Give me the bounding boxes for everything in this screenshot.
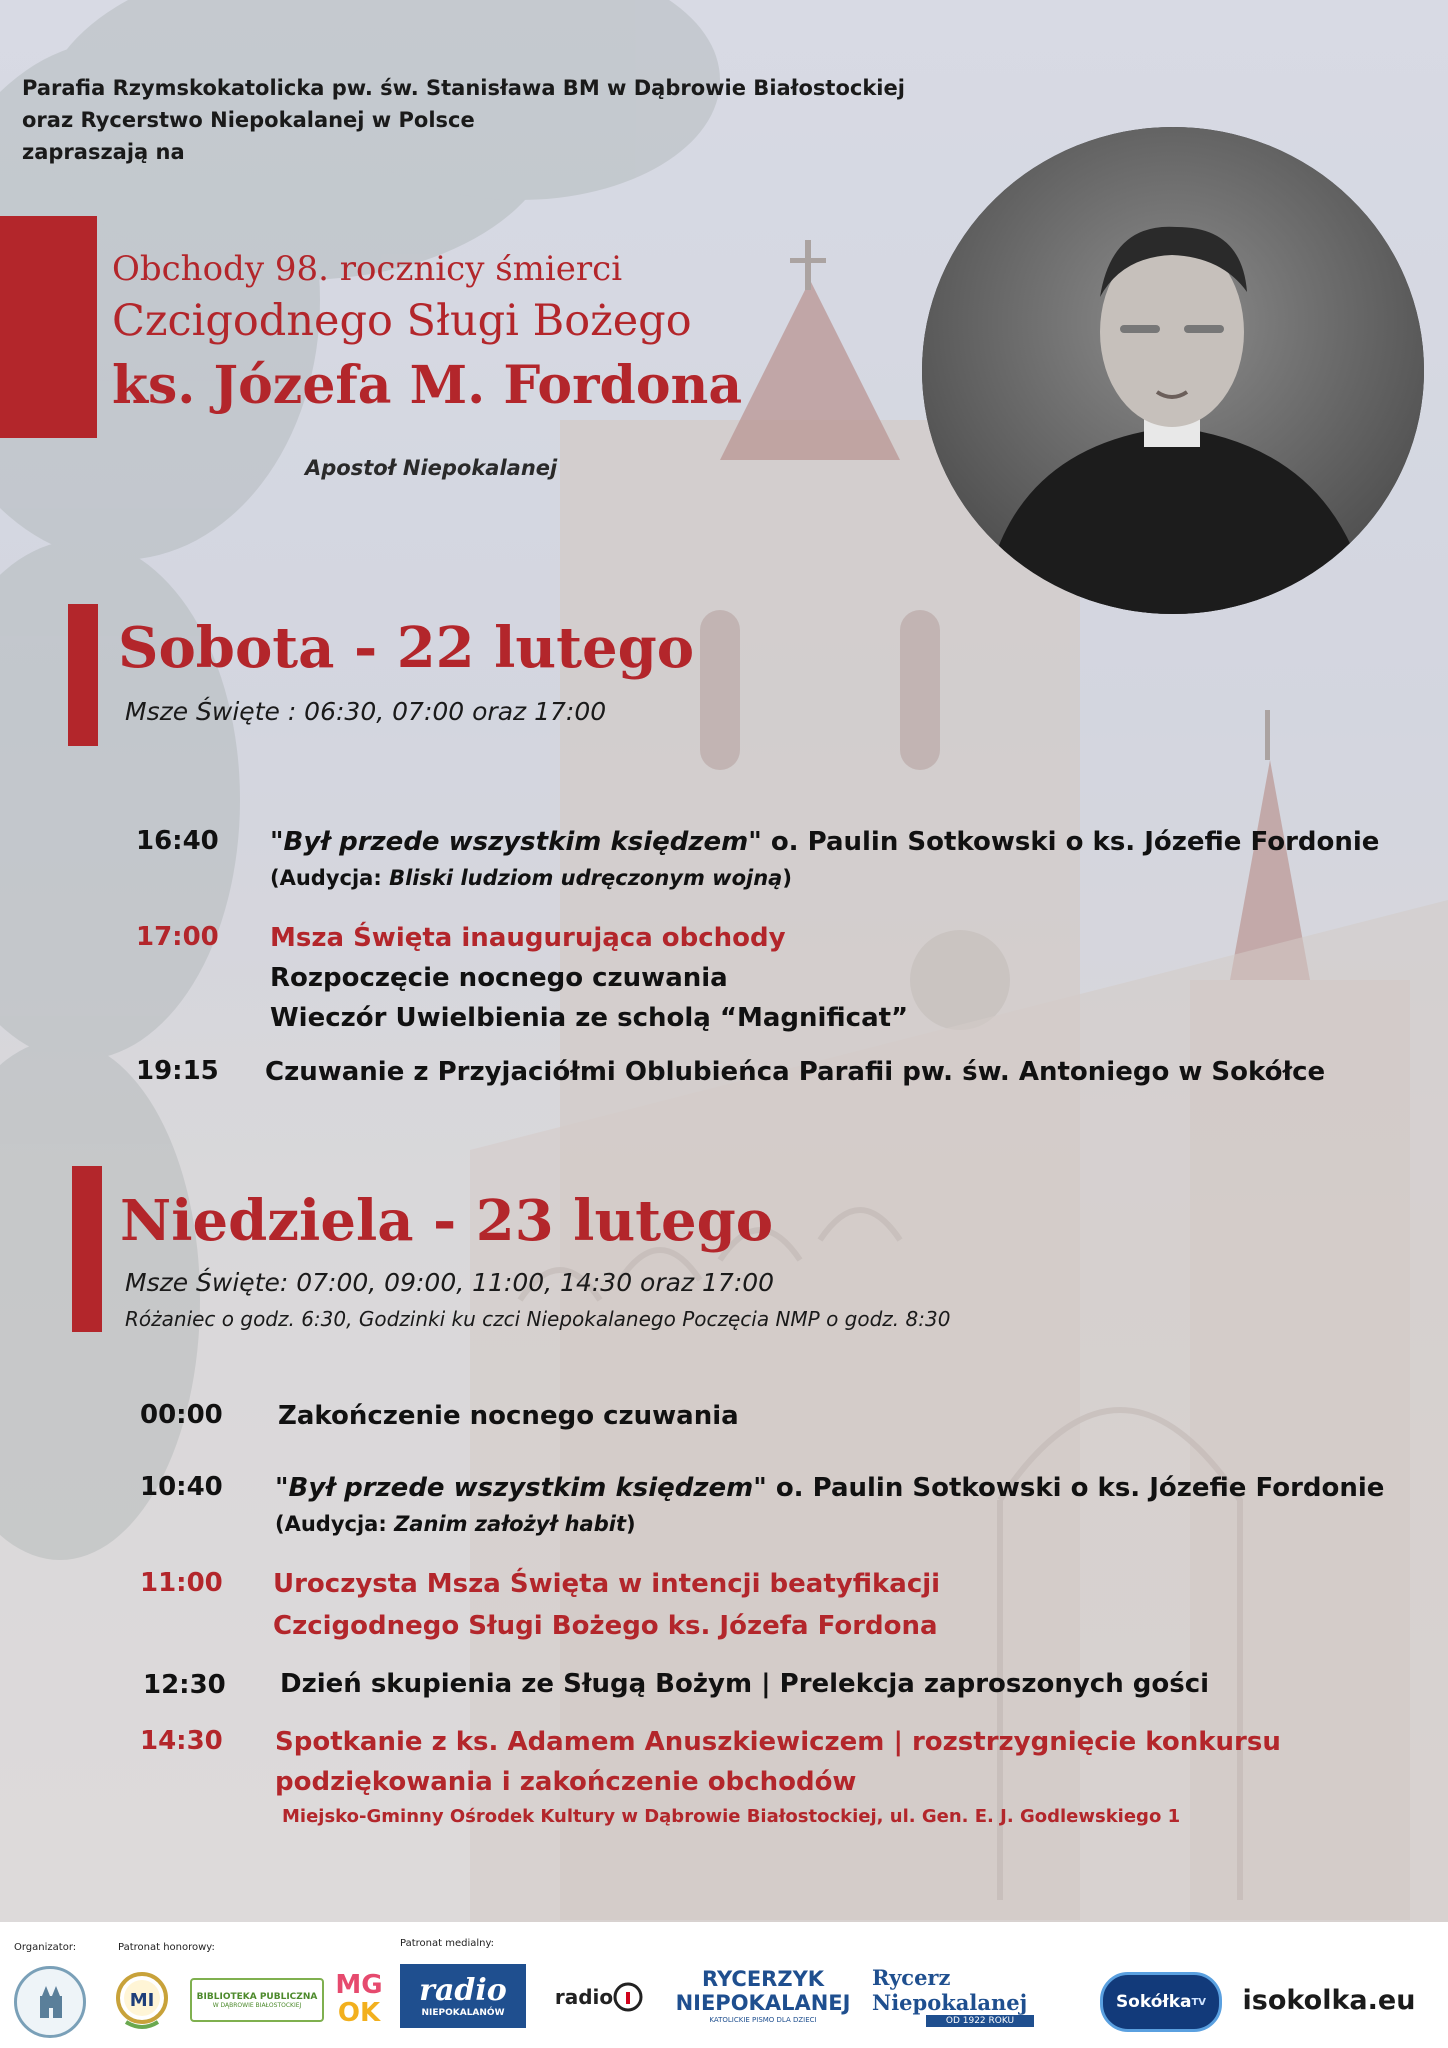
sunday-event-2-title	[275, 1468, 1384, 1508]
library-name: BIBLIOTEKA PUBLICZNA	[196, 1991, 318, 2002]
honorary-patronage-label: Patronat honorowy:	[118, 1942, 215, 1953]
sunday-event-3-line-1: Uroczysta Msza Święta w intencji beatyfikacji	[273, 1569, 941, 1599]
saturday-event-3-time: 19:15	[136, 1056, 219, 1086]
saturday-event-2-time: 17:00	[136, 922, 219, 952]
sunday-event-3-line-2: Czcigodnego Sługi Bożego ks. Józefa Fordona	[273, 1611, 938, 1641]
sunday-event-5-time: 14:30	[140, 1726, 223, 1756]
rycerz-niepokalanej-logo	[872, 1966, 1088, 2026]
mi-logo	[114, 1962, 170, 2032]
broadcast-suffix: )	[626, 1512, 636, 1536]
saturday-event-3-title: Czuwanie z Przyjaciółmi Oblubieńca Parafii pw. św. Antoniego w Sokółce	[265, 1057, 1326, 1087]
sunday-event-5-line-1: Spotkanie z ks. Adamem Anuszkiewiczem | rozstrzygnięcie konkursu	[275, 1727, 1281, 1757]
rycerzyk-logo	[668, 1962, 858, 2030]
broadcast-title: Bliski ludziom udręczonym wojną	[389, 866, 783, 890]
sunday-heading: Niedziela - 23 lutego	[120, 1188, 774, 1254]
portrait-photo	[922, 127, 1424, 614]
title-subtitle: Apostoł Niepokalanej	[305, 456, 558, 480]
saturday-event-1-rest: o. Paulin Sotkowski o ks. Józefie Fordonie	[761, 827, 1380, 857]
broadcast-title: Zanim założył habit	[394, 1512, 626, 1536]
radio-niepokalanow-title: radio	[419, 1973, 507, 2008]
sunday-event-5-line-2: podziękowania i zakończenie obchodów	[275, 1767, 857, 1797]
saturday-heading: Sobota - 22 lutego	[118, 615, 695, 681]
title-line-3: ks. Józefa M. Fordona	[112, 355, 743, 416]
isokolka-text: isokolka.eu	[1242, 1984, 1416, 2016]
saturday-event-2-line-3: Wieczór Uwielbienia ze scholą “Magnificat”	[270, 1003, 909, 1033]
sunday-event-2-broadcast	[275, 1512, 636, 1536]
sokolka-tv-logo	[1100, 1972, 1222, 2032]
saturday-masses: Msze Święte : 06:30, 07:00 oraz 17:00	[125, 697, 607, 726]
rycerz-niepokalanej-title: Rycerz Niepokalanej	[872, 1965, 1028, 2015]
rycerzyk-title-1: RYCERZYK	[701, 1967, 825, 1991]
parish-seal-logo	[14, 1966, 86, 2038]
sponsors-footer	[0, 1922, 1448, 2048]
title-accent-bar	[0, 216, 97, 438]
rycerzyk-tagline: KATOLICKIE PISMO DLA DZIECI	[709, 2016, 817, 2024]
saturday-accent-bar	[68, 604, 98, 746]
sunday-event-1-title: Zakończenie nocnego czuwania	[278, 1401, 739, 1431]
sunday-event-1-time: 00:00	[140, 1400, 223, 1430]
mi-text: MI	[129, 1990, 155, 2011]
saturday-event-2-line-1: Msza Święta inaugurująca obchody	[270, 923, 786, 953]
mgok-top: MG	[335, 1970, 383, 2000]
broadcast-prefix: (Audycja:	[275, 1512, 395, 1536]
sunday-event-3-time: 11:00	[140, 1568, 223, 1598]
rycerzyk-title-2: NIEPOKALANEJ	[675, 1991, 851, 2015]
sunday-event-4-title: Dzień skupienia ze Sługą Bożym | Prelekcja zaproszonych gości	[280, 1669, 1210, 1699]
rycerz-niepokalanej-since: OD 1922 ROKU	[926, 2015, 1034, 2027]
intro-text	[22, 72, 905, 168]
sunday-extra-prayers: Różaniec o godz. 6:30, Godzinki ku czci Niepokalanego Poczęcia NMP o godz. 8:30	[125, 1307, 951, 1331]
radio-i-logo	[554, 1972, 644, 2022]
sunday-event-2-rest: o. Paulin Sotkowski o ks. Józefie Fordonie	[766, 1473, 1385, 1503]
intro-line-1: Parafia Rzymskokatolicka pw. św. Stanisława BM w Dąbrowie Białostockiej	[22, 76, 905, 100]
sunday-accent-bar	[72, 1166, 102, 1332]
sunday-event-2-time: 10:40	[140, 1472, 223, 1502]
media-patronage-label: Patronat medialny:	[400, 1938, 495, 1949]
sokolka-tv-badge: TV	[1191, 1996, 1207, 2008]
mgok-logo	[332, 1966, 386, 2032]
mi-emblem-icon	[114, 1962, 170, 2032]
mgok-bottom: OK	[337, 1998, 381, 2028]
sokolka-tv-text: Sokółka	[1115, 1992, 1192, 2012]
sunday-event-5-venue: Miejsko-Gminny Ośrodek Kultury w Dąbrowie Białostockiej, ul. Gen. E. J. Godlewskiego 1	[282, 1806, 1181, 1827]
library-logo	[190, 1978, 324, 2022]
saturday-event-1-title	[270, 822, 1379, 862]
sunday-event-2-quote: "Był przede wszystkim księdzem"	[275, 1473, 767, 1503]
organizer-label: Organizator:	[14, 1942, 77, 1953]
event-title	[112, 246, 742, 422]
broadcast-suffix: )	[782, 866, 792, 890]
church-icon	[30, 1982, 70, 2022]
library-town: W DĄBROWIE BIAŁOSTOCKIEJ	[212, 2001, 302, 2009]
radio-i-circle-icon	[613, 1982, 643, 2012]
radio-niepokalanow-subtitle: NIEPOKALANÓW	[421, 2008, 505, 2018]
title-line-1: Obchody 98. rocznicy śmierci	[112, 249, 623, 289]
title-line-2: Czcigodnego Sługi Bożego	[112, 296, 692, 346]
isokolka-logo	[1226, 1978, 1432, 2022]
intro-line-2: oraz Rycerstwo Niepokalanej w Polsce	[22, 108, 475, 132]
saturday-event-2-line-2: Rozpoczęcie nocnego czuwania	[270, 963, 728, 993]
saturday-event-1-time: 16:40	[136, 826, 219, 856]
radio-niepokalanow-logo	[400, 1964, 526, 2028]
sunday-event-4-time: 12:30	[143, 1670, 226, 1700]
saturday-event-1-quote: "Był przede wszystkim księdzem"	[270, 827, 762, 857]
sunday-masses: Msze Święte: 07:00, 09:00, 11:00, 14:30 oraz 17:00	[125, 1268, 775, 1297]
radio-i-text: radio	[554, 1985, 614, 2009]
broadcast-prefix: (Audycja:	[270, 866, 390, 890]
intro-line-3: zapraszają na	[22, 140, 185, 164]
priest-portrait-image	[922, 127, 1424, 614]
saturday-event-1-broadcast	[270, 866, 792, 890]
